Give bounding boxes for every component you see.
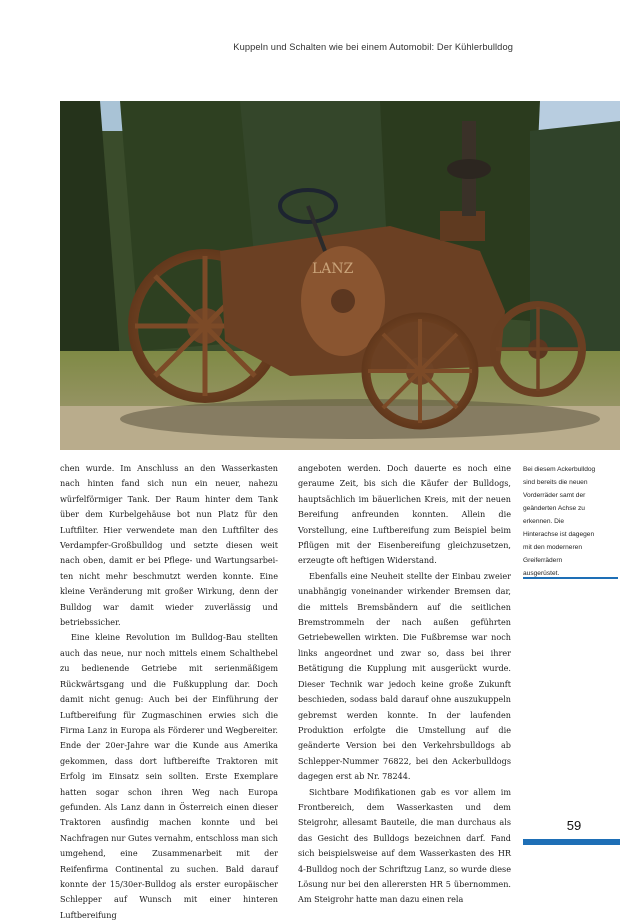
text-column-left: [60, 461, 278, 923]
text-column-right: [298, 461, 511, 908]
page-accent-bar: [523, 839, 620, 845]
paragraph: angeboten werden. Doch dauerte es noch eine geraume Zeit, bis sich die Käufer der Bulldogs, hauptsächlich im bäuerlichen Kreis, mit der neuen Bereifung anfreunden konnten. Allein die Vorstellung, eine Luftbereifung zum Beispiel beim Pflügen mit der Eisenbereifung gleichzusetzen, erzeugte oft heftigen Widerstand.: [298, 463, 511, 566]
wheel-lettering: LANZ: [312, 261, 354, 277]
photo-caption: Bei diesem Ackerbulldog sind bereits die neuen Vorderräder samt der geänderten Achse zu erkennen. Die Hinterachse ist dagegen mit den moderneren Greiferrädern ausgerüstet.: [523, 466, 596, 577]
paragraph: Ebenfalls eine Neuheit stellte der Einbau zweier unabhängig voneinander wirkender Bremsen dar, die mittels Bremsbändern auf die seitlichen Bremstrommeln der nach außen geführten Getriebewellen wirkten. Die Fußbremse war noch links angeordnet und zwar so, dass bei ihrer Betätigung die Kupplung mit ausgerückt wurde. Dieser Technik war jedoch keine große Zukunft beschieden, sodass bald darauf ohne auszukuppeln gebremst werden konnte. In der laufenden Produktion erfolgte die Umstellung auf die geänderte Version bei den Verkehrsbulldogs ab Schlepper-Nummer 76822, bei den Ackerbulldogs dagegen erst ab Nr. 78244.: [298, 570, 511, 782]
page-number: 59: [566, 818, 582, 833]
paragraph: Sichtbare Modifikationen gab es vor allem im Frontbereich, dem Wasserkasten und dem Steigrohr, allesamt Bauteile, die man durchaus als das Gesicht des Bulldogs bezeichnen darf. Fand sich beispielsweise auf dem Wasserkasten des HR 4-Bulldog noch der Schriftzug Lanz, so wurde diese Lösung nur bei den allerersten HR 5 übernommen. Am Steigrohr hatte man dazu einen rela: [298, 786, 511, 905]
caption-divider: [523, 577, 618, 579]
paragraph: chen wurde. Im Anschluss an den Wasserkasten nach hinten fand sich nun ein neuer, nahezu würfelförmiger Tank. Der Raum hinter dem Tank über dem Kurbelgehäuse bot nun Platz für den Luftfilter. Hier verwendete man den Luftfilter des Verdampfer-Großbulldog und setzte diesen weit nach oben, damit er bei Pflege- und Wartungsarbeiten nicht mehr beschmutzt werden konnte. Eine kleine Veränderung mit großer Wirkung, denn der Bulldog war damit wieder zuverlässig und betriebssicher.: [60, 463, 278, 628]
tractor-photo: [60, 101, 620, 450]
paragraph: Eine kleine Revolution im Bulldog-Bau stellten auch das neue, nur noch mittels einem Schalthebel zu bedienende Getriebe mit serienmäßigem Rückwärtsgang und die Fußkupplung dar. Doch damit nicht genug: Auch bei der Einführung der Luftbereifung für Zugmaschinen erwies sich die Firma Lanz in Europa als Förderer und Wegbereiter. Ende der 20er-Jahre war die Kunde aus Amerika gekommen, dass dort luftbereifte Traktoren mit Erfolg im Einsatz sein sollten. Erste Exemplare hatten sogar schon ihren Weg nach Europa gefunden. Als Lanz dann in Österreich einen dieser Traktoren ausfindig machen konnte und bei Nachfragen nur Gutes vernahm, entschloss man sich umgehend, eine Zusammenarbeit mit der Reifenfirma Continental zu suchen. Bald darauf konnte der 15/30er-Bulldog als erster europäischer Schlepper auf Wunsch mit einer hinteren Luftbereifung: [60, 632, 278, 920]
running-header: Kuppeln und Schalten wie bei einem Automobil: Der Kühlerbulldog: [233, 42, 513, 52]
